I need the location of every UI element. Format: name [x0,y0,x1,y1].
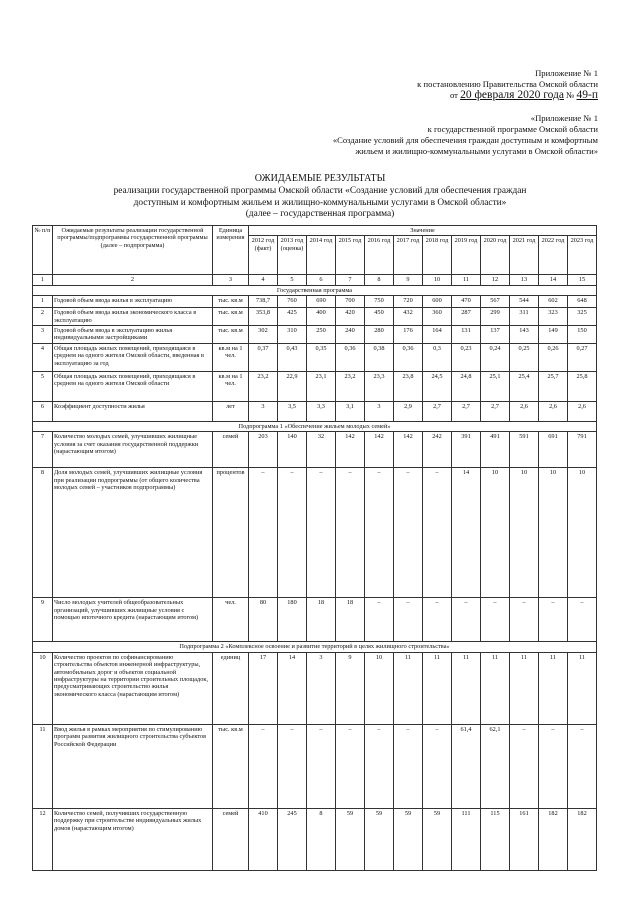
row-unit: кв.м на 1 чел. [213,344,249,372]
row-value: 149 [539,326,568,344]
row-value: 115 [481,808,510,870]
row-value: 111 [452,808,481,870]
header-year: 2012 год (факт) [249,236,278,275]
row-value: 150 [568,326,597,344]
row-value: 11 [539,652,568,724]
row-value: 10 [568,468,597,598]
section-title: Подпрограмма 2 «Комплексное освоение и развитие территорий в целях жилищного строительства» [33,642,597,652]
row-value: 791 [568,432,597,468]
row-number: 7 [33,432,53,468]
row-value: 0,25 [510,344,539,372]
document-title: ОЖИДАЕМЫЕ РЕЗУЛЬТАТЫ [254,173,386,184]
row-number: 3 [33,326,53,344]
row-value: 23,3 [365,372,394,402]
row-value: 2,6 [568,402,597,422]
row-indicator: Число молодых учителей общеобразовательных организаций, улучшивших жилищные условия с помощью ипотечного кредита (нарастающим итогом) [53,598,213,642]
row-value: 3,1 [336,402,365,422]
row-value: 10 [510,468,539,598]
row-value: – [278,468,307,598]
row-value: 59 [423,808,452,870]
row-value: 142 [336,432,365,468]
row-value: 0,38 [365,344,394,372]
program-appendix-header: «Приложение № 1 к государственной программе Омской области «Создание условий для обеспечения граждан доступным и комфортным жильем и жилищно-коммунальными услугами в Омской области» [332,113,598,156]
header-year: 2018 год [423,236,452,275]
column-number: 4 [249,275,278,285]
row-unit: процентов [213,468,249,598]
row-value: 182 [539,808,568,870]
row-value: 131 [452,326,481,344]
row-value: – [249,468,278,598]
row-value: 2,6 [510,402,539,422]
row-value: – [568,598,597,642]
row-value: – [249,724,278,808]
row-value: 450 [365,308,394,326]
header-year: 2016 год [365,236,394,275]
table-row [33,468,597,598]
row-value: 11 [481,652,510,724]
row-value: 302 [249,326,278,344]
row-value: 25,7 [539,372,568,402]
row-value: 2,6 [539,402,568,422]
row-unit: тыс. кв.м [213,326,249,344]
table-row [33,652,597,724]
header-num: № п/п [33,226,53,275]
row-value: 567 [481,296,510,308]
header-value: Значение [249,226,597,236]
row-unit: тыс. кв.м [213,296,249,308]
column-number: 13 [510,275,539,285]
header-year: 2021 год [510,236,539,275]
row-value: 143 [510,326,539,344]
row-value: 470 [452,296,481,308]
row-value: 353,8 [249,308,278,326]
section-row [33,285,597,295]
row-value: 323 [539,308,568,326]
row-value: 2,9 [394,402,423,422]
row-value: 17 [249,652,278,724]
row-value: 3 [249,402,278,422]
row-value: 10 [539,468,568,598]
table-header-row [33,226,597,236]
row-value: 700 [336,296,365,308]
row-value: 2,7 [452,402,481,422]
row-value: 2,7 [423,402,452,422]
header-year: 2013 год (оценка) [278,236,307,275]
row-value: 0,26 [539,344,568,372]
row-value: 2,7 [481,402,510,422]
row-value: 0,36 [394,344,423,372]
header-year: 2022 год [539,236,568,275]
row-value: 0,24 [481,344,510,372]
row-indicator: Годовой объем ввода жилья экономического класса в эксплуатацию [53,308,213,326]
row-value: 245 [278,808,307,870]
column-number: 5 [278,275,307,285]
row-value: 738,7 [249,296,278,308]
document-subtitle: реализации государственной программы Омской области «Создание условий для обеспечения граждан доступным и комфортным жильем и жилищно-коммунальными услугами в Омской области» (далее – государственная программа) [113,186,527,219]
row-value: 3 [307,652,336,724]
row-value: 299 [481,308,510,326]
row-value: – [423,724,452,808]
row-value: 25,4 [510,372,539,402]
row-value: 391 [452,432,481,468]
row-unit: семей [213,808,249,870]
row-value: 750 [365,296,394,308]
row-value: – [278,724,307,808]
column-number: 11 [452,275,481,285]
row-value: 10 [365,652,394,724]
row-value: 180 [278,598,307,642]
table-row [33,724,597,808]
row-unit: кв.м на 1 чел. [213,372,249,402]
row-number: 2 [33,308,53,326]
row-value: 602 [539,296,568,308]
column-numbers-row [33,275,597,285]
row-value: 142 [365,432,394,468]
row-number: 9 [33,598,53,642]
column-number: 7 [336,275,365,285]
row-value: – [510,724,539,808]
row-value: 23,1 [307,372,336,402]
header-year: 2015 год [336,236,365,275]
row-value: 9 [336,652,365,724]
row-number: 6 [33,402,53,422]
section-title: Подпрограмма 1 «Обеспечение жильем молодых семей» [33,422,597,432]
row-unit: тыс. кв.м [213,308,249,326]
row-value: 600 [423,296,452,308]
row-value: 22,9 [278,372,307,402]
row-value: 24,8 [452,372,481,402]
row-value: – [423,468,452,598]
table-row [33,344,597,372]
decree-date: 20 февраля 2020 года [460,89,564,101]
row-value: 491 [481,432,510,468]
row-value: 0,23 [452,344,481,372]
row-value: 690 [307,296,336,308]
row-value: 8 [307,808,336,870]
row-value: 544 [510,296,539,308]
row-value: 242 [423,432,452,468]
row-value: 11 [510,652,539,724]
row-value: 14 [452,468,481,598]
row-value: 23,2 [336,372,365,402]
header-year: 2023 год [568,236,597,275]
row-value: 0,35 [307,344,336,372]
row-value: – [452,598,481,642]
row-value: 311 [510,308,539,326]
table-row [33,296,597,308]
row-value: 3,3 [307,402,336,422]
row-indicator: Количество семей, получивших государственную поддержку при строительстве индивидуальных жилых домов (нарастающим итогом) [53,808,213,870]
row-value: 432 [394,308,423,326]
column-number: 1 [33,275,53,285]
row-value: 325 [568,308,597,326]
table-row [33,808,597,870]
column-number: 10 [423,275,452,285]
row-value: 14 [278,652,307,724]
row-indicator: Общая площадь жилых помещений, приходящаяся в среднем на одного жителя Омской области, введенная в эксплуатацию за год [53,344,213,372]
section-row [33,642,597,652]
appendix-header [417,68,598,101]
column-number: 15 [568,275,597,285]
row-value: 240 [336,326,365,344]
row-number: 8 [33,468,53,598]
row-indicator: Годовой объем ввода в эксплуатацию жилья индивидуальными застройщиками [53,326,213,344]
row-value: 410 [249,808,278,870]
header-year: 2019 год [452,236,481,275]
row-indicator: Количество молодых семей, улучшивших жилищные условия за счет оказания государственной поддержки (нарастающим итогом) [53,432,213,468]
row-unit: единиц [213,652,249,724]
row-unit: лет [213,402,249,422]
row-value: 0,37 [249,344,278,372]
row-indicator: Годовой объем ввода жилья в эксплуатацию [53,296,213,308]
row-value: 140 [278,432,307,468]
row-value: 10 [481,468,510,598]
header-year: 2014 год [307,236,336,275]
row-number: 12 [33,808,53,870]
column-number: 9 [394,275,423,285]
row-value: 18 [307,598,336,642]
row-value: 25,1 [481,372,510,402]
row-indicator: Доля молодых семей, улучшивших жилищные условия при реализации подпрограммы (от общего количества молодых семей – участников подпрограммы) [53,468,213,598]
row-value: – [394,724,423,808]
row-value: 62,1 [481,724,510,808]
row-value: 648 [568,296,597,308]
row-value: 11 [568,652,597,724]
row-value: 80 [249,598,278,642]
appendix-number: Приложение № 1 [535,68,598,78]
row-unit: семей [213,432,249,468]
table-row [33,598,597,642]
section-title: Государственная программа [33,285,597,295]
column-number: 6 [307,275,336,285]
row-value: 23,2 [249,372,278,402]
column-number: 14 [539,275,568,285]
row-indicator: Количество проектов по софинансированию строительства объектов инженерной инфраструктуры, автомобильных дорог и объектов социальной инфраструктуры на территории строительных площадок, предусматривающих строительство жилья экономического класса (нарастающим итогом) [53,652,213,724]
row-value: 24,5 [423,372,452,402]
row-number: 10 [33,652,53,724]
row-indicator: Коэффициент доступности жилья [53,402,213,422]
column-number: 12 [481,275,510,285]
row-value: – [568,724,597,808]
header-name: Ожидаемые результаты реализации государственной программы/подпрограммы государственной программы (далее – подпрограмма) [53,226,213,275]
section-row [33,422,597,432]
table-row [33,308,597,326]
row-value: 182 [568,808,597,870]
appendix-ref: к постановлению Правительства Омской области [417,79,598,89]
row-unit: чел. [213,598,249,642]
row-value: 0,43 [278,344,307,372]
row-value: 137 [481,326,510,344]
row-value: 3,5 [278,402,307,422]
column-number: 3 [213,275,249,285]
row-value: 161 [510,808,539,870]
row-value: – [394,468,423,598]
row-number: 1 [33,296,53,308]
column-number: 8 [365,275,394,285]
row-value: 59 [336,808,365,870]
header-year: 2020 год [481,236,510,275]
row-value: 164 [423,326,452,344]
row-value: 287 [452,308,481,326]
row-value: – [539,724,568,808]
row-value: – [423,598,452,642]
row-value: 32 [307,432,336,468]
row-number: 11 [33,724,53,808]
row-value: – [365,598,394,642]
row-value: – [336,468,365,598]
row-value: – [307,468,336,598]
row-value: – [336,724,365,808]
row-value: 0,36 [336,344,365,372]
row-value: 0,27 [568,344,597,372]
table-row [33,432,597,468]
header-year: 2017 год [394,236,423,275]
row-value: 720 [394,296,423,308]
row-value: – [510,598,539,642]
row-value: 425 [278,308,307,326]
row-value: 591 [510,432,539,468]
row-value: 142 [394,432,423,468]
row-value: 203 [249,432,278,468]
row-value: 11 [452,652,481,724]
table-row [33,326,597,344]
row-value: – [365,468,394,598]
row-value: 23,8 [394,372,423,402]
results-table [32,225,597,871]
row-value: – [394,598,423,642]
row-number: 4 [33,344,53,372]
row-indicator: Общая площадь жилых помещений, приходящаяся в среднем на одного жителя Омской области [53,372,213,402]
row-value: – [481,598,510,642]
row-value: 280 [365,326,394,344]
row-value: – [539,598,568,642]
row-value: 310 [278,326,307,344]
row-value: 0,3 [423,344,452,372]
row-indicator: Ввод жилья в рамках мероприятия по стимулированию программ развития жилищного строительства субъектов Российской Федерации [53,724,213,808]
header-unit: Единица измерения [213,226,249,275]
row-value: – [365,724,394,808]
table-row [33,402,597,422]
row-value: 760 [278,296,307,308]
row-value: 691 [539,432,568,468]
decree-number: 49-п [576,89,598,101]
column-number: 2 [53,275,213,285]
row-value: 11 [423,652,452,724]
row-value: 3 [365,402,394,422]
row-value: 420 [336,308,365,326]
row-value: 400 [307,308,336,326]
appendix-date-line: от 20 февраля 2020 года № 49-п [449,89,598,101]
row-value: – [307,724,336,808]
row-unit: тыс. кв.м [213,724,249,808]
table-row [33,372,597,402]
row-value: 250 [307,326,336,344]
row-value: 11 [394,652,423,724]
row-value: 176 [394,326,423,344]
row-value: 360 [423,308,452,326]
row-value: 61,4 [452,724,481,808]
row-value: 59 [365,808,394,870]
row-value: 18 [336,598,365,642]
row-value: 59 [394,808,423,870]
row-number: 5 [33,372,53,402]
row-value: 25,8 [568,372,597,402]
